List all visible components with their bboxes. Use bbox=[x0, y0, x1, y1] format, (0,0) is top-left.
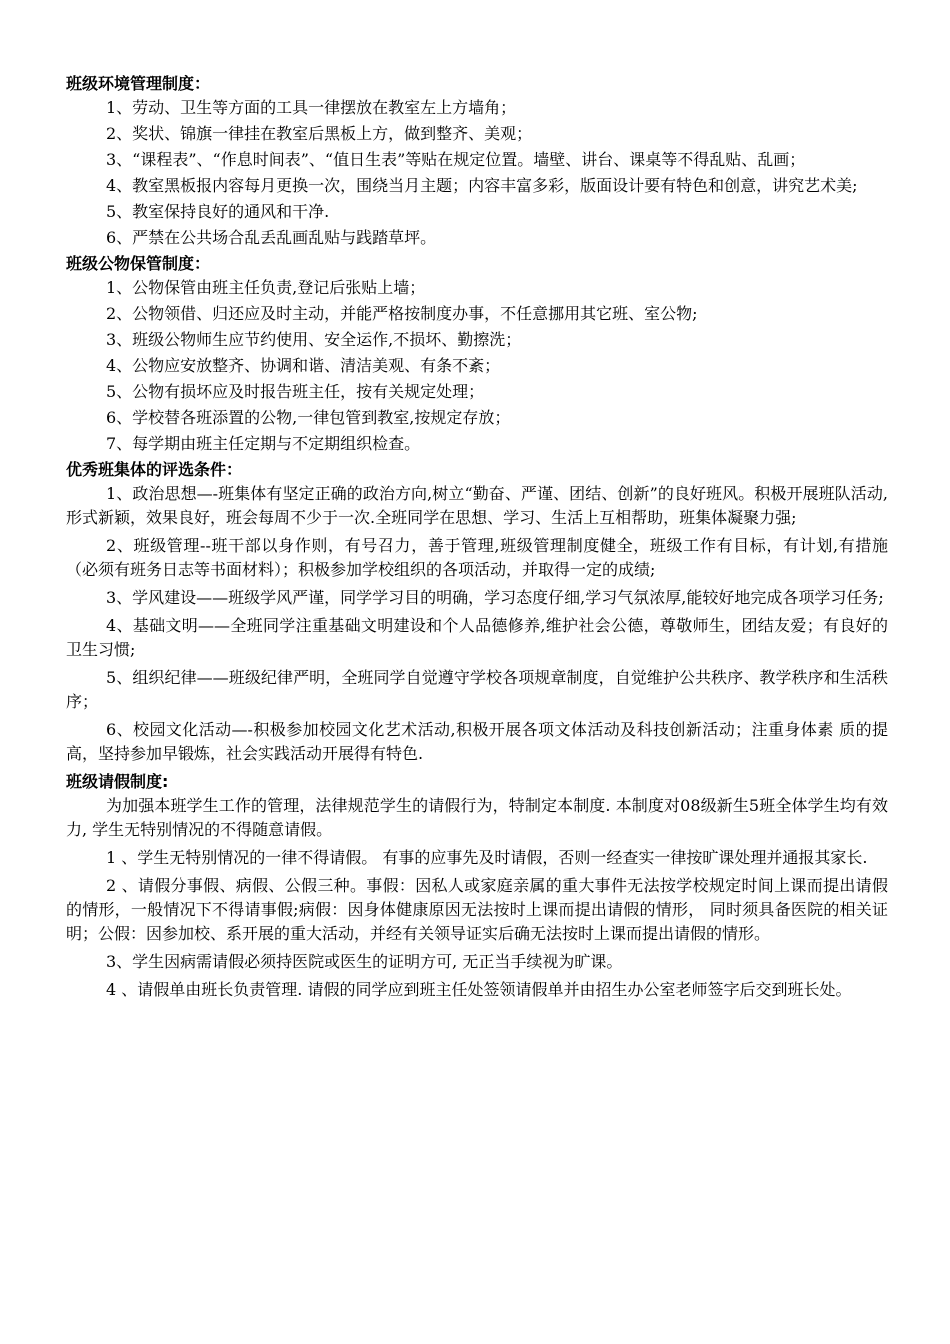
list-item: 5、教室保持良好的通风和干净. bbox=[106, 202, 330, 221]
list-item: 6、严禁在公共场合乱丢乱画乱贴与践踏草坪。 bbox=[106, 228, 437, 247]
list-item: 2 、请假分事假、病假、公假三种。事假：因私人或家庭亲属的重大事件无法按学校规定时间上课而提出请假的情形，一般情况下不得请事假;病假：因身体健康原因无法按时上课而提出请假的情形， 同时须具备医院的相关证明；公假：因参加校、系开展的重大活动，并经有关领导证实后确无法按时上课而提出请假的情形。 bbox=[66, 876, 888, 943]
list-item: 4 、请假单由班长负责管理. 请假的同学应到班主任处签领请假单并由招生办公室老师签字后交到班长处。 bbox=[106, 980, 852, 999]
section-heading: 优秀班集体的评选条件： bbox=[66, 460, 243, 479]
intro-paragraph: 为加强本班学生工作的管理，法律规范学生的请假行为，特制定本制度. 本制度对08级新生5班全体学生均有效力, 学生无特别情况的不得随意请假。 bbox=[66, 796, 888, 839]
section-heading: 班级请假制度: bbox=[66, 772, 169, 791]
list-item: 6、校园文化活动—-积极参加校园文化艺术活动,积极开展各项文体活动及科技创新活动；注重身体素 质的提高，坚持参加早锻炼，社会实践活动开展得有特色. bbox=[66, 720, 888, 763]
section-heading: 班级环境管理制度： bbox=[66, 74, 211, 93]
list-item: 3、学风建设——班级学风严谨，同学学习目的明确，学习态度仔细,学习气氛浓厚,能较好地完成各项学习任务; bbox=[106, 588, 884, 607]
section-property-rules bbox=[66, 252, 888, 456]
list-item: 2、奖状、锦旗一律挂在教室后黑板上方，做到整齐、美观； bbox=[106, 124, 533, 143]
list-item: 1、公物保管由班主任负责,登记后张贴上墙； bbox=[106, 278, 426, 297]
list-item: 1、政治思想—-班集体有坚定正确的政治方向,树立“勤奋、严谨、团结、创新”的良好班风。积极开展班队活动,形式新颖，效果良好，班会每周不少于一次.全班同学在思想、学习、生活上互相帮助，班集体凝聚力强; bbox=[66, 484, 888, 527]
list-item: 1 、学生无特别情况的一律不得请假。 有事的应事先及时请假，否则一经查实一律按旷课处理并通报其家长. bbox=[106, 848, 868, 867]
list-item: 4、基础文明——全班同学注重基础文明建设和个人品德修养,维护社会公德，尊敬师生，团结友爱；有良好的卫生习惯; bbox=[66, 616, 888, 659]
section-environment-rules bbox=[66, 72, 888, 250]
section-excellent-class-criteria bbox=[66, 458, 888, 766]
list-item: 3、“课程表”、“作息时间表”、“值日生表”等贴在规定位置。墙壁、讲台、课桌等不得乱贴、乱画； bbox=[106, 150, 806, 169]
list-item: 7、每学期由班主任定期与不定期组织检查。 bbox=[106, 434, 421, 453]
list-item: 3、学生因病需请假必须持医院或医生的证明方可, 无正当手续视为旷课。 bbox=[106, 952, 623, 971]
list-item: 1、劳动、卫生等方面的工具一律摆放在教室左上方墙角； bbox=[106, 98, 517, 117]
section-leave-rules bbox=[66, 770, 888, 1002]
list-item: 3、班级公物师生应节约使用、安全运作,不损坏、勤擦洗； bbox=[106, 330, 522, 349]
list-item: 4、教室黑板报内容每月更换一次，围绕当月主题；内容丰富多彩，版面设计要有特色和创意，讲究艺术美; bbox=[106, 176, 858, 195]
list-item: 2、公物领借、归还应及时主动，并能严格按制度办事，不任意挪用其它班、室公物; bbox=[106, 304, 698, 323]
list-item: 2、班级管理--班干部以身作则，有号召力，善于管理,班级管理制度健全，班级工作有目标，有计划,有措施（必须有班务日志等书面材料）；积极参加学校组织的各项活动，并取得一定的成绩; bbox=[66, 536, 888, 579]
list-item: 5、组织纪律——班级纪律严明，全班同学自觉遵守学校各项规章制度，自觉维护公共秩序、教学秩序和生活秩序； bbox=[66, 668, 888, 711]
document-body bbox=[66, 72, 888, 1006]
list-item: 6、学校替各班添置的公物,一律包管到教室,按规定存放； bbox=[106, 408, 511, 427]
section-heading: 班级公物保管制度： bbox=[66, 254, 211, 273]
list-item: 4、公物应安放整齐、协调和谐、清洁美观、有条不紊； bbox=[106, 356, 501, 375]
list-item: 5、公物有损坏应及时报告班主任，按有关规定处理； bbox=[106, 382, 485, 401]
